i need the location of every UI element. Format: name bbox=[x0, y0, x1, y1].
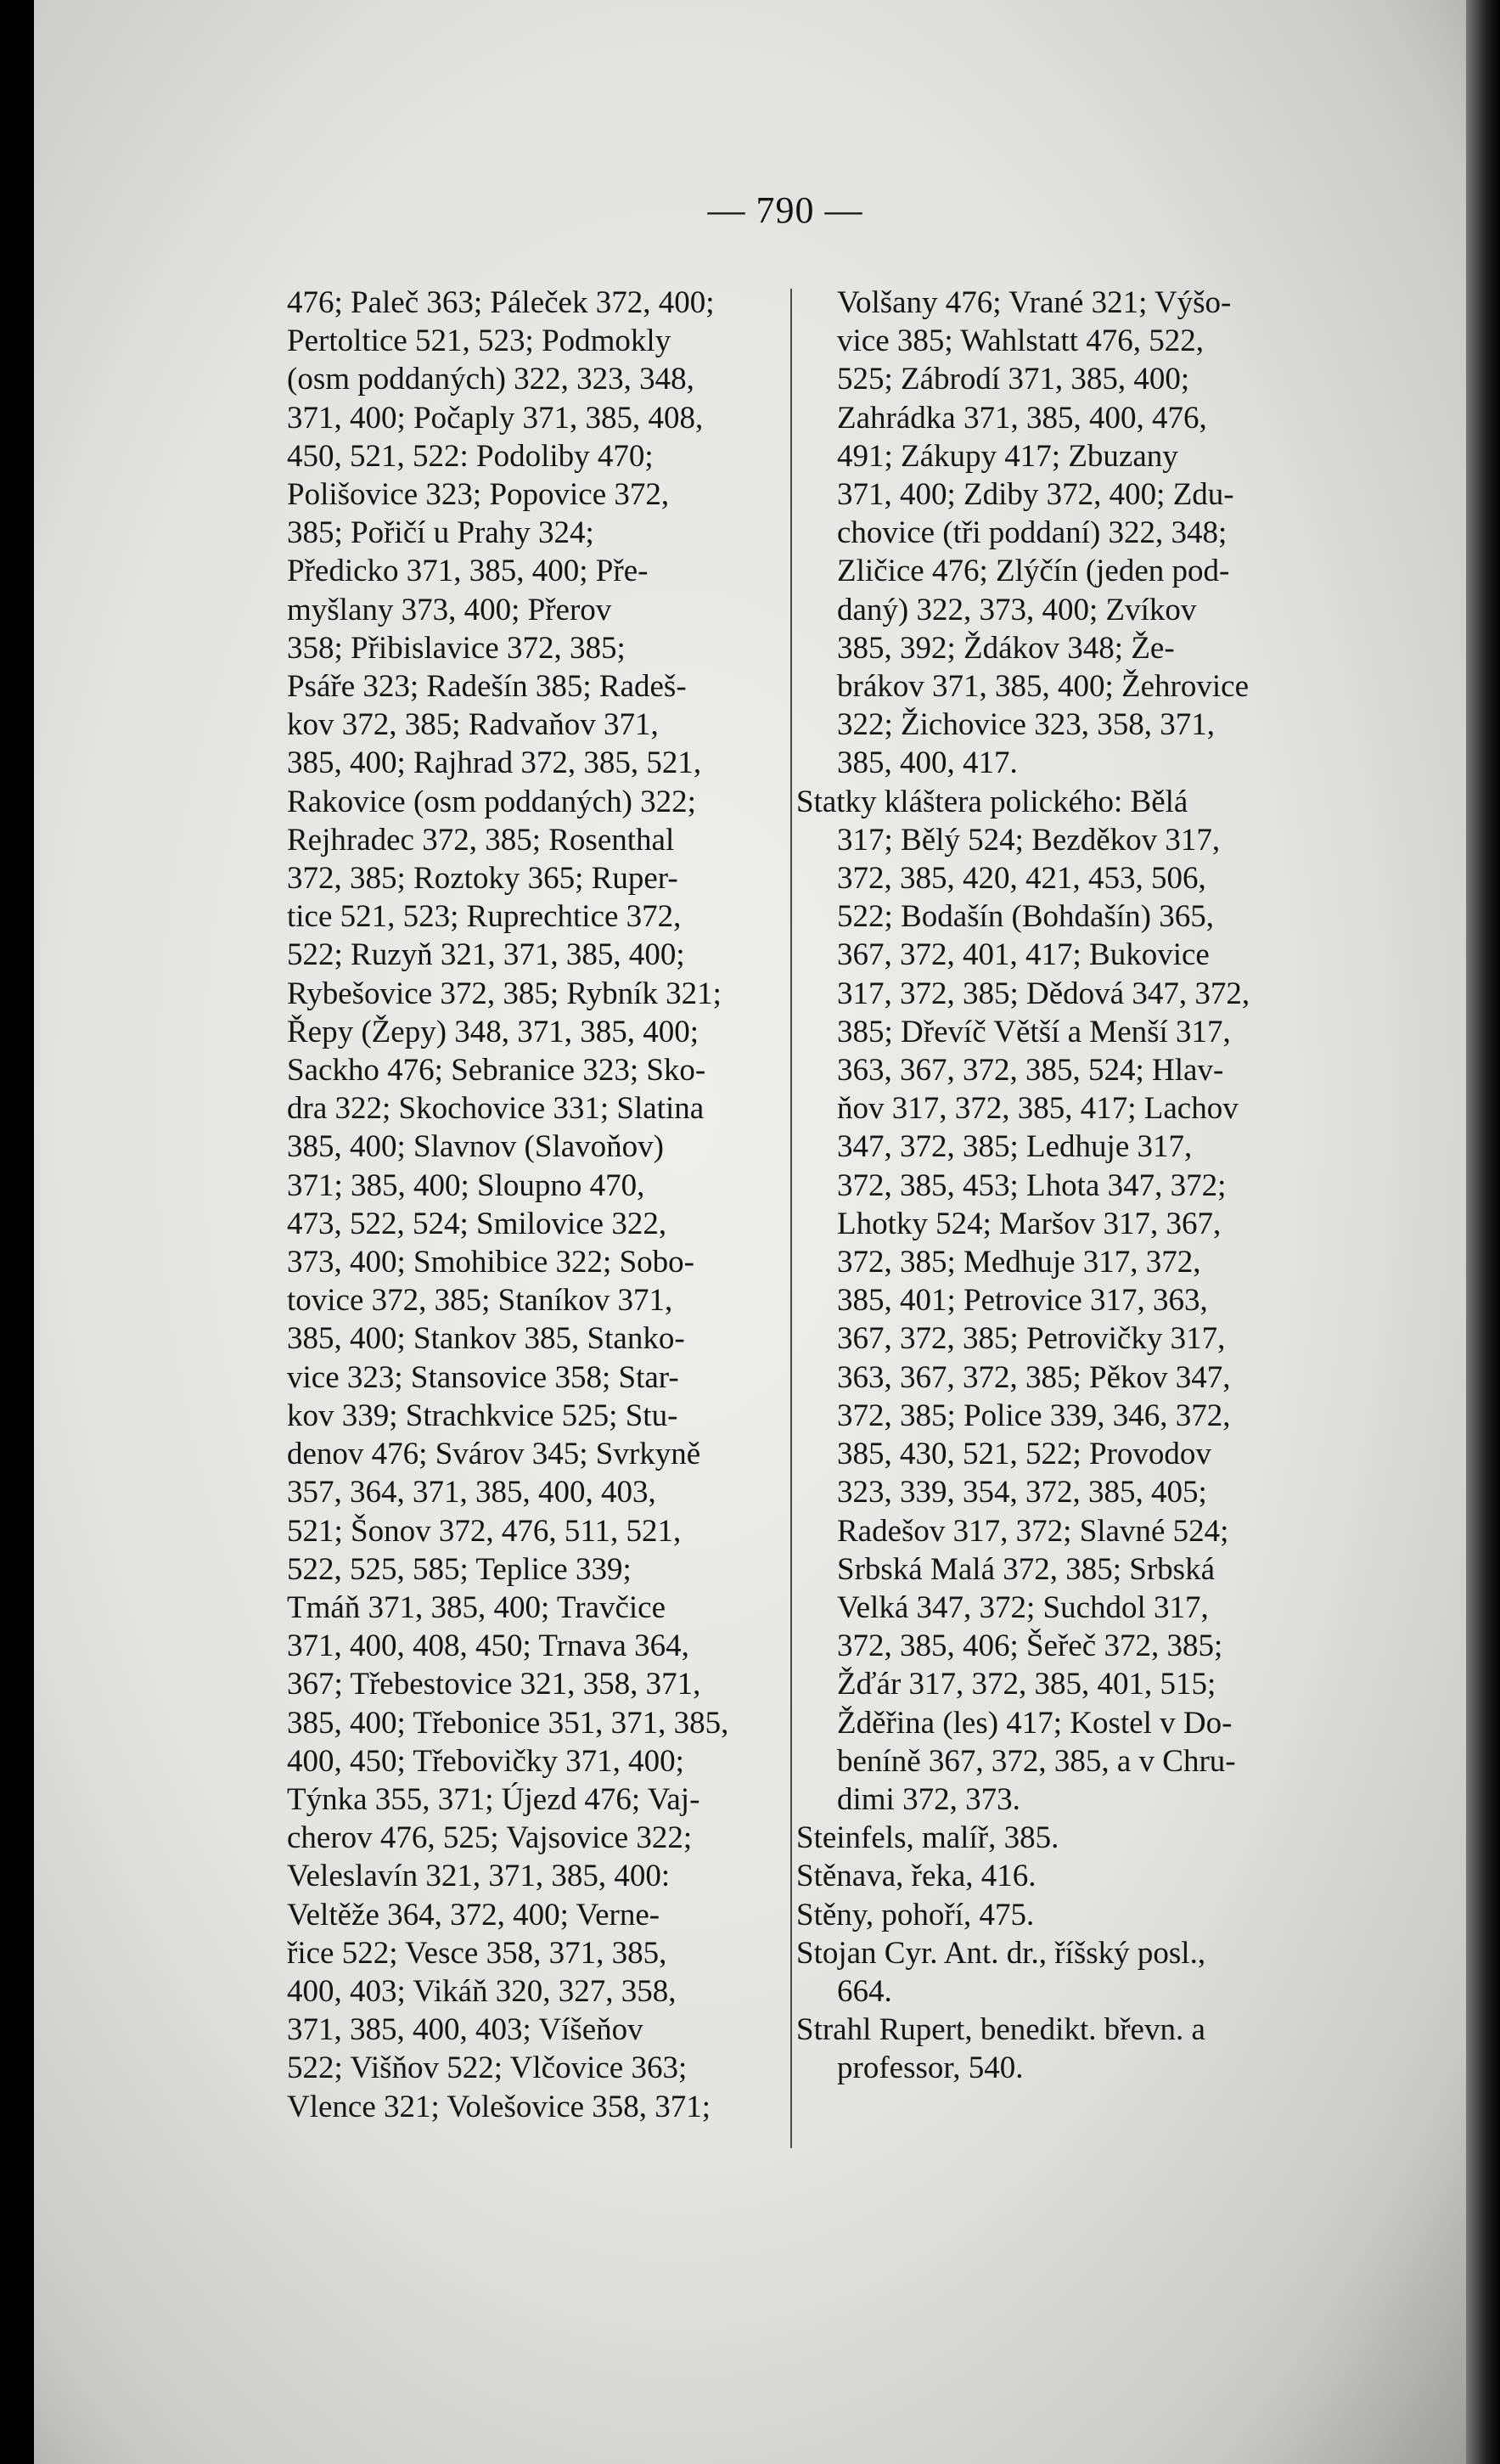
left-column-line: Psáře 323; Radešín 385; Radeš- bbox=[287, 669, 687, 705]
left-column-line: 367; Třebestovice 321, 358, 371, bbox=[287, 1667, 701, 1702]
left-column-line: 400, 450; Třebovičky 371, 400; bbox=[287, 1743, 684, 1779]
index-entry bbox=[796, 2011, 1340, 2087]
statky-line: 347, 372, 385; Ledhuje 317, bbox=[837, 1129, 1193, 1165]
left-column-line: tovice 372, 385; Staníkov 371, bbox=[287, 1283, 673, 1319]
statky-line: ňov 317, 372, 385, 417; Lachov bbox=[837, 1091, 1239, 1127]
left-column-line: tice 521, 523; Ruprechtice 372, bbox=[287, 899, 682, 935]
statky-line: 522; Bodašín (Bohdašín) 365, bbox=[837, 899, 1214, 935]
index-entry-heading: Strahl Rupert, benedikt. břevn. a bbox=[796, 2012, 1205, 2048]
left-column-line: denov 476; Svárov 345; Svrkyně bbox=[287, 1437, 701, 1472]
left-column-line: Sackho 476; Sebranice 323; Sko- bbox=[287, 1053, 706, 1089]
right-column bbox=[796, 284, 1340, 2088]
left-column-line: 521; Šonov 372, 476, 511, 521, bbox=[287, 1513, 682, 1549]
continued-entry-line: brákov 371, 385, 400; Žehrovice bbox=[837, 669, 1249, 705]
statky-line: 367, 372, 385; Petrovičky 317, bbox=[837, 1321, 1226, 1357]
left-column-line: 385, 400; Slavnov (Slavoňov) bbox=[287, 1129, 664, 1165]
left-column-line: 522; Ruzyň 321, 371, 385, 400; bbox=[287, 937, 685, 973]
statky-line: 323, 339, 354, 372, 385, 405; bbox=[837, 1475, 1207, 1510]
left-column-line: 357, 364, 371, 385, 400, 403, bbox=[287, 1475, 656, 1510]
index-entry-heading: Steinfels, malíř, 385. bbox=[796, 1820, 1059, 1856]
scan-edge bbox=[1466, 0, 1500, 2464]
column-divider bbox=[790, 289, 792, 2148]
statky-line: dimi 372, 373. bbox=[837, 1781, 1020, 1817]
left-column-line: Pertoltice 521, 523; Podmokly bbox=[287, 323, 671, 359]
left-column-line: Předicko 371, 385, 400; Pře- bbox=[287, 554, 649, 589]
index-entries bbox=[796, 1819, 1340, 2087]
statky-line: Lhotky 524; Maršov 317, 367, bbox=[837, 1206, 1222, 1241]
continued-entry-block bbox=[796, 284, 1340, 783]
statky-line: Žďár 317, 372, 385, 401, 515; bbox=[837, 1667, 1216, 1702]
statky-line: 363, 367, 372, 385, 524; Hlav- bbox=[837, 1053, 1224, 1089]
left-column-line: Veltěže 364, 372, 400; Verne- bbox=[287, 1897, 660, 1932]
continued-entry-line: Volšany 476; Vrané 321; Výšo- bbox=[837, 285, 1232, 320]
continued-entry-line: 385, 392; Ždákov 348; Že- bbox=[837, 630, 1175, 666]
left-column-line: 385; Pořičí u Prahy 324; bbox=[287, 515, 594, 551]
left-column-line: vice 323; Stansovice 358; Star- bbox=[287, 1359, 679, 1395]
statky-line: 372, 385, 453; Lhota 347, 372; bbox=[837, 1167, 1227, 1203]
left-column-line: cherov 476, 525; Vajsovice 322; bbox=[287, 1820, 693, 1856]
statky-line: 372, 385, 420, 421, 453, 506, bbox=[837, 861, 1206, 897]
left-column-line: Rejhradec 372, 385; Rosenthal bbox=[287, 822, 675, 858]
continued-entry-line: daný) 322, 373, 400; Zvíkov bbox=[837, 592, 1197, 627]
continued-entry-line: vice 385; Wahlstatt 476, 522, bbox=[837, 323, 1205, 359]
continued-entry-line: 322; Žichovice 323, 358, 371, bbox=[837, 707, 1215, 743]
statky-line: 372, 385, 406; Šeřeč 372, 385; bbox=[837, 1629, 1223, 1664]
left-column-line: kov 372, 385; Radvaňov 371, bbox=[287, 707, 659, 743]
left-column-line: kov 339; Strachkvice 525; Stu- bbox=[287, 1398, 678, 1433]
continued-entry-line: 385, 400, 417. bbox=[837, 745, 1018, 781]
left-column-line: 371; 385, 400; Sloupno 470, bbox=[287, 1167, 645, 1203]
left-column-line: dra 322; Skochovice 331; Slatina bbox=[287, 1091, 705, 1127]
statky-line: Žděřina (les) 417; Kostel v Do- bbox=[837, 1705, 1233, 1741]
index-entry-continuation: professor, 540. bbox=[837, 2051, 1024, 2086]
left-column-line: Tmáň 371, 385, 400; Travčice bbox=[287, 1589, 666, 1625]
index-entry bbox=[796, 1896, 1340, 1934]
index-entry bbox=[796, 1934, 1340, 2011]
left-column-line: Rybešovice 372, 385; Rybník 321; bbox=[287, 976, 722, 1011]
left-column bbox=[287, 284, 784, 2126]
statky-line: 367, 372, 401, 417; Bukovice bbox=[837, 937, 1210, 973]
continued-entry-line: 525; Zábrodí 371, 385, 400; bbox=[837, 362, 1190, 397]
left-column-line: 358; Přibislavice 372, 385; bbox=[287, 630, 626, 666]
left-column-line: 385, 400; Třebonice 351, 371, 385, bbox=[287, 1705, 729, 1741]
page-number: — 790 — bbox=[707, 189, 863, 231]
statky-line: Radešov 317, 372; Slavné 524; bbox=[837, 1513, 1229, 1549]
left-column-line: 371, 400, 408, 450; Trnava 364, bbox=[287, 1629, 689, 1664]
statky-line: Velká 347, 372; Suchdol 317, bbox=[837, 1589, 1209, 1625]
left-column-line: 373, 400; Smohibice 322; Sobo- bbox=[287, 1245, 694, 1280]
book-page bbox=[34, 0, 1469, 2464]
left-column-line: 473, 522, 524; Smilovice 322, bbox=[287, 1206, 667, 1241]
statky-continuation bbox=[796, 821, 1340, 1819]
index-entry-heading: Stojan Cyr. Ant. dr., říšský posl., bbox=[796, 1935, 1206, 1971]
left-column-line: Týnka 355, 371; Újezd 476; Vaj- bbox=[287, 1781, 700, 1817]
left-column-line: Řepy (Žepy) 348, 371, 385, 400; bbox=[287, 1014, 699, 1049]
continued-entry-line: Zahrádka 371, 385, 400, 476, bbox=[837, 400, 1207, 436]
left-column-line: (osm poddaných) 322, 323, 348, bbox=[287, 362, 694, 397]
statky-line: 372, 385; Police 339, 346, 372, bbox=[837, 1398, 1231, 1433]
left-column-line: Vlence 321; Volešovice 358, 371; bbox=[287, 2089, 711, 2124]
left-column-line: Rakovice (osm poddaných) 322; bbox=[287, 784, 696, 819]
left-column-line: 371, 385, 400, 403; Víšeňov bbox=[287, 2012, 643, 2048]
index-entry bbox=[796, 1857, 1340, 1895]
continued-entry-line: chovice (tři poddaní) 322, 348; bbox=[837, 515, 1228, 551]
left-column-line: 400, 403; Vikáň 320, 327, 358, bbox=[287, 1973, 677, 2009]
left-column-line: Polišovice 323; Popovice 372, bbox=[287, 477, 670, 513]
statky-line: beníně 367, 372, 385, a v Chru- bbox=[837, 1743, 1236, 1779]
left-column-line: Veleslavín 321, 371, 385, 400: bbox=[287, 1859, 671, 1894]
index-entry-continuation: 664. bbox=[837, 1973, 892, 2009]
left-column-line: 522, 525, 585; Teplice 339; bbox=[287, 1551, 632, 1587]
left-column-line: myšlany 373, 400; Přerov bbox=[287, 592, 612, 627]
statky-line: 385, 430, 521, 522; Provodov bbox=[837, 1437, 1211, 1472]
statky-line: 372, 385; Medhuje 317, 372, bbox=[837, 1245, 1201, 1280]
statky-entry bbox=[796, 783, 1340, 1819]
statky-line: 317; Bělý 524; Bezděkov 317, bbox=[837, 822, 1221, 858]
index-entry bbox=[796, 1819, 1340, 1857]
continued-entry-line: 371, 400; Zdiby 372, 400; Zdu- bbox=[837, 477, 1234, 513]
left-column-line: 450, 521, 522: Podoliby 470; bbox=[287, 438, 654, 474]
left-column-line: 385, 400; Stankov 385, Stanko- bbox=[287, 1321, 685, 1357]
left-column-line: řice 522; Vesce 358, 371, 385, bbox=[287, 1935, 667, 1971]
index-entry-heading: Stěnava, řeka, 416. bbox=[796, 1859, 1037, 1894]
continued-entry-line: Zličice 476; Zlýčín (jeden pod- bbox=[837, 554, 1230, 589]
left-column-line: 476; Paleč 363; Páleček 372, 400; bbox=[287, 285, 715, 320]
statky-line: 385, 401; Petrovice 317, 363, bbox=[837, 1283, 1208, 1319]
statky-first-line: Statky kláštera polického: Bělá bbox=[796, 784, 1188, 819]
left-column-line: 372, 385; Roztoky 365; Ruper- bbox=[287, 861, 678, 897]
continued-entry-line: 491; Zákupy 417; Zbuzany bbox=[837, 438, 1178, 474]
index-entry-heading: Stěny, pohoří, 475. bbox=[796, 1897, 1035, 1932]
statky-line: Srbská Malá 372, 385; Srbská bbox=[837, 1551, 1215, 1587]
statky-line: 385; Dřevíč Větší a Menší 317, bbox=[837, 1014, 1231, 1049]
statky-line: 363, 367, 372, 385; Pěkov 347, bbox=[837, 1359, 1231, 1395]
statky-line: 317, 372, 385; Dědová 347, 372, bbox=[837, 976, 1250, 1011]
left-column-line: 385, 400; Rajhrad 372, 385, 521, bbox=[287, 745, 702, 781]
left-column-line: 371, 400; Počaply 371, 385, 408, bbox=[287, 400, 704, 436]
left-column-line: 522; Višňov 522; Vlčovice 363; bbox=[287, 2051, 688, 2086]
